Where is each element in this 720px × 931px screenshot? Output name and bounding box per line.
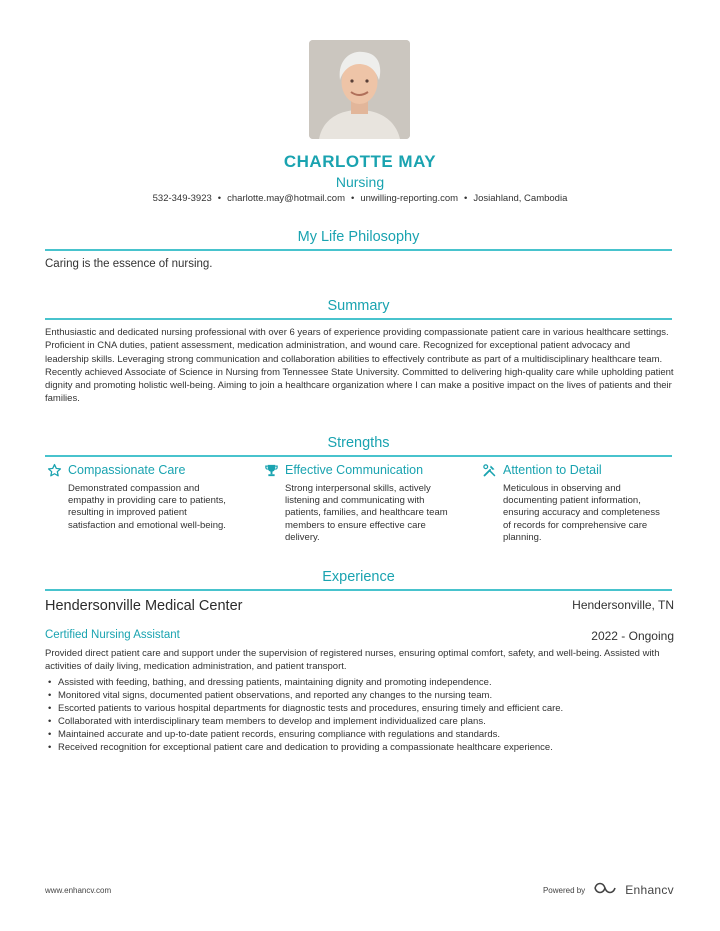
experience-bullet: • Maintained accurate and up-to-date patient records, ensuring compliance with regulations and standards.	[45, 728, 675, 741]
experience-role: Certified Nursing Assistant	[45, 629, 180, 641]
contact-website[interactable]: unwilling-reporting.com	[360, 193, 459, 204]
section-heading-experience: Experience	[45, 569, 672, 591]
powered-by-label: Powered by	[542, 885, 586, 895]
experience-bullet: • Assisted with feeding, bathing, and dressing patients, maintaining dignity and promoting independence.	[45, 676, 675, 689]
contact-location: Josiahland, Cambodia	[473, 193, 568, 204]
separator-dot: •	[217, 193, 222, 204]
tools-icon	[481, 463, 497, 479]
separator-dot: •	[351, 193, 355, 204]
profile-photo-illustration	[309, 40, 410, 139]
separator-dot: •	[464, 193, 468, 204]
experience-dates: 2022 - Ongoing	[591, 629, 674, 643]
trophy-icon	[263, 463, 279, 479]
section-heading-summary: Summary	[45, 298, 672, 320]
experience-description: Provided direct patient care and support under the supervision of registered nurses, ensuring optimal comfort, safety, and well-being. Assisted with activities of daily living, medication administration, and patient transport.	[45, 648, 660, 672]
footer-branding	[543, 881, 674, 899]
experience-location: Hendersonville, TN	[572, 598, 674, 612]
section-heading-strengths: Strengths	[45, 435, 672, 457]
experience-bullet: • Received recognition for exceptional patient care and dedication to providing a compassionate healthcare experience.	[45, 741, 675, 754]
candidate-title: Nursing	[335, 174, 385, 190]
strength-description: Meticulous in observing and documenting patient information, ensuring accuracy and completeness of records for comprehensive care planning.	[503, 483, 660, 543]
experience-company: Hendersonville Medical Center	[45, 598, 243, 614]
strength-title: Attention to Detail	[503, 463, 602, 477]
experience-bullet: • Monitored vital signs, documented patient observations, and reported any changes to the nursing team.	[45, 689, 675, 702]
summary-text: Enthusiastic and dedicated nursing professional with over 6 years of experience providing compassionate patient care in various healthcare settings. Proficient in CNA duties, patient assessment, medication administration, and wound care. Recognized for exceptional patient advocacy and leadership skills. Leveraging strong communication and collaboration abilities to effectively contribute as part of a multidisciplinary healthcare team. Recently achieved Associate of Science in Nursing from Tennessee State University. Committed to delivering high-quality care while upholding patient dignity and promoting holistic well-being. Aiming to join a healthcare organization where I can make a positive impact on the lives of patients and their families.	[45, 327, 674, 405]
contact-email[interactable]: charlotte.may@hotmail.com	[227, 193, 346, 204]
star-icon	[46, 463, 62, 479]
experience-bullet: • Collaborated with interdisciplinary team members to develop and implement individualized care plans.	[45, 715, 675, 728]
enhancv-logo-icon	[593, 881, 617, 900]
contact-phone: 532-349-3923	[152, 193, 212, 204]
section-heading-philosophy: My Life Philosophy	[45, 229, 672, 251]
experience-bullets	[45, 676, 675, 754]
strength-title: Compassionate Care	[68, 463, 186, 477]
profile-photo	[309, 40, 410, 139]
experience-bullet: • Escorted patients to various hospital departments for diagnostic tests and procedures, ensuring timely and efficient care.	[45, 702, 675, 715]
brand-name: Enhancv	[625, 883, 674, 897]
strength-title: Effective Communication	[285, 463, 424, 477]
strength-description: Demonstrated compassion and empathy in providing care to patients, resulting in improved patient satisfaction and emotional well-being.	[68, 483, 226, 531]
footer-website[interactable]: www.enhancv.com	[45, 886, 112, 895]
contact-line	[0, 193, 720, 204]
philosophy-text: Caring is the essence of nursing.	[45, 258, 213, 270]
strength-description: Strong interpersonal skills, actively listening and communicating with patients, families, and healthcare team members to ensure effective care delivery.	[285, 483, 448, 543]
candidate-name: CHARLOTTE MAY	[283, 152, 437, 171]
